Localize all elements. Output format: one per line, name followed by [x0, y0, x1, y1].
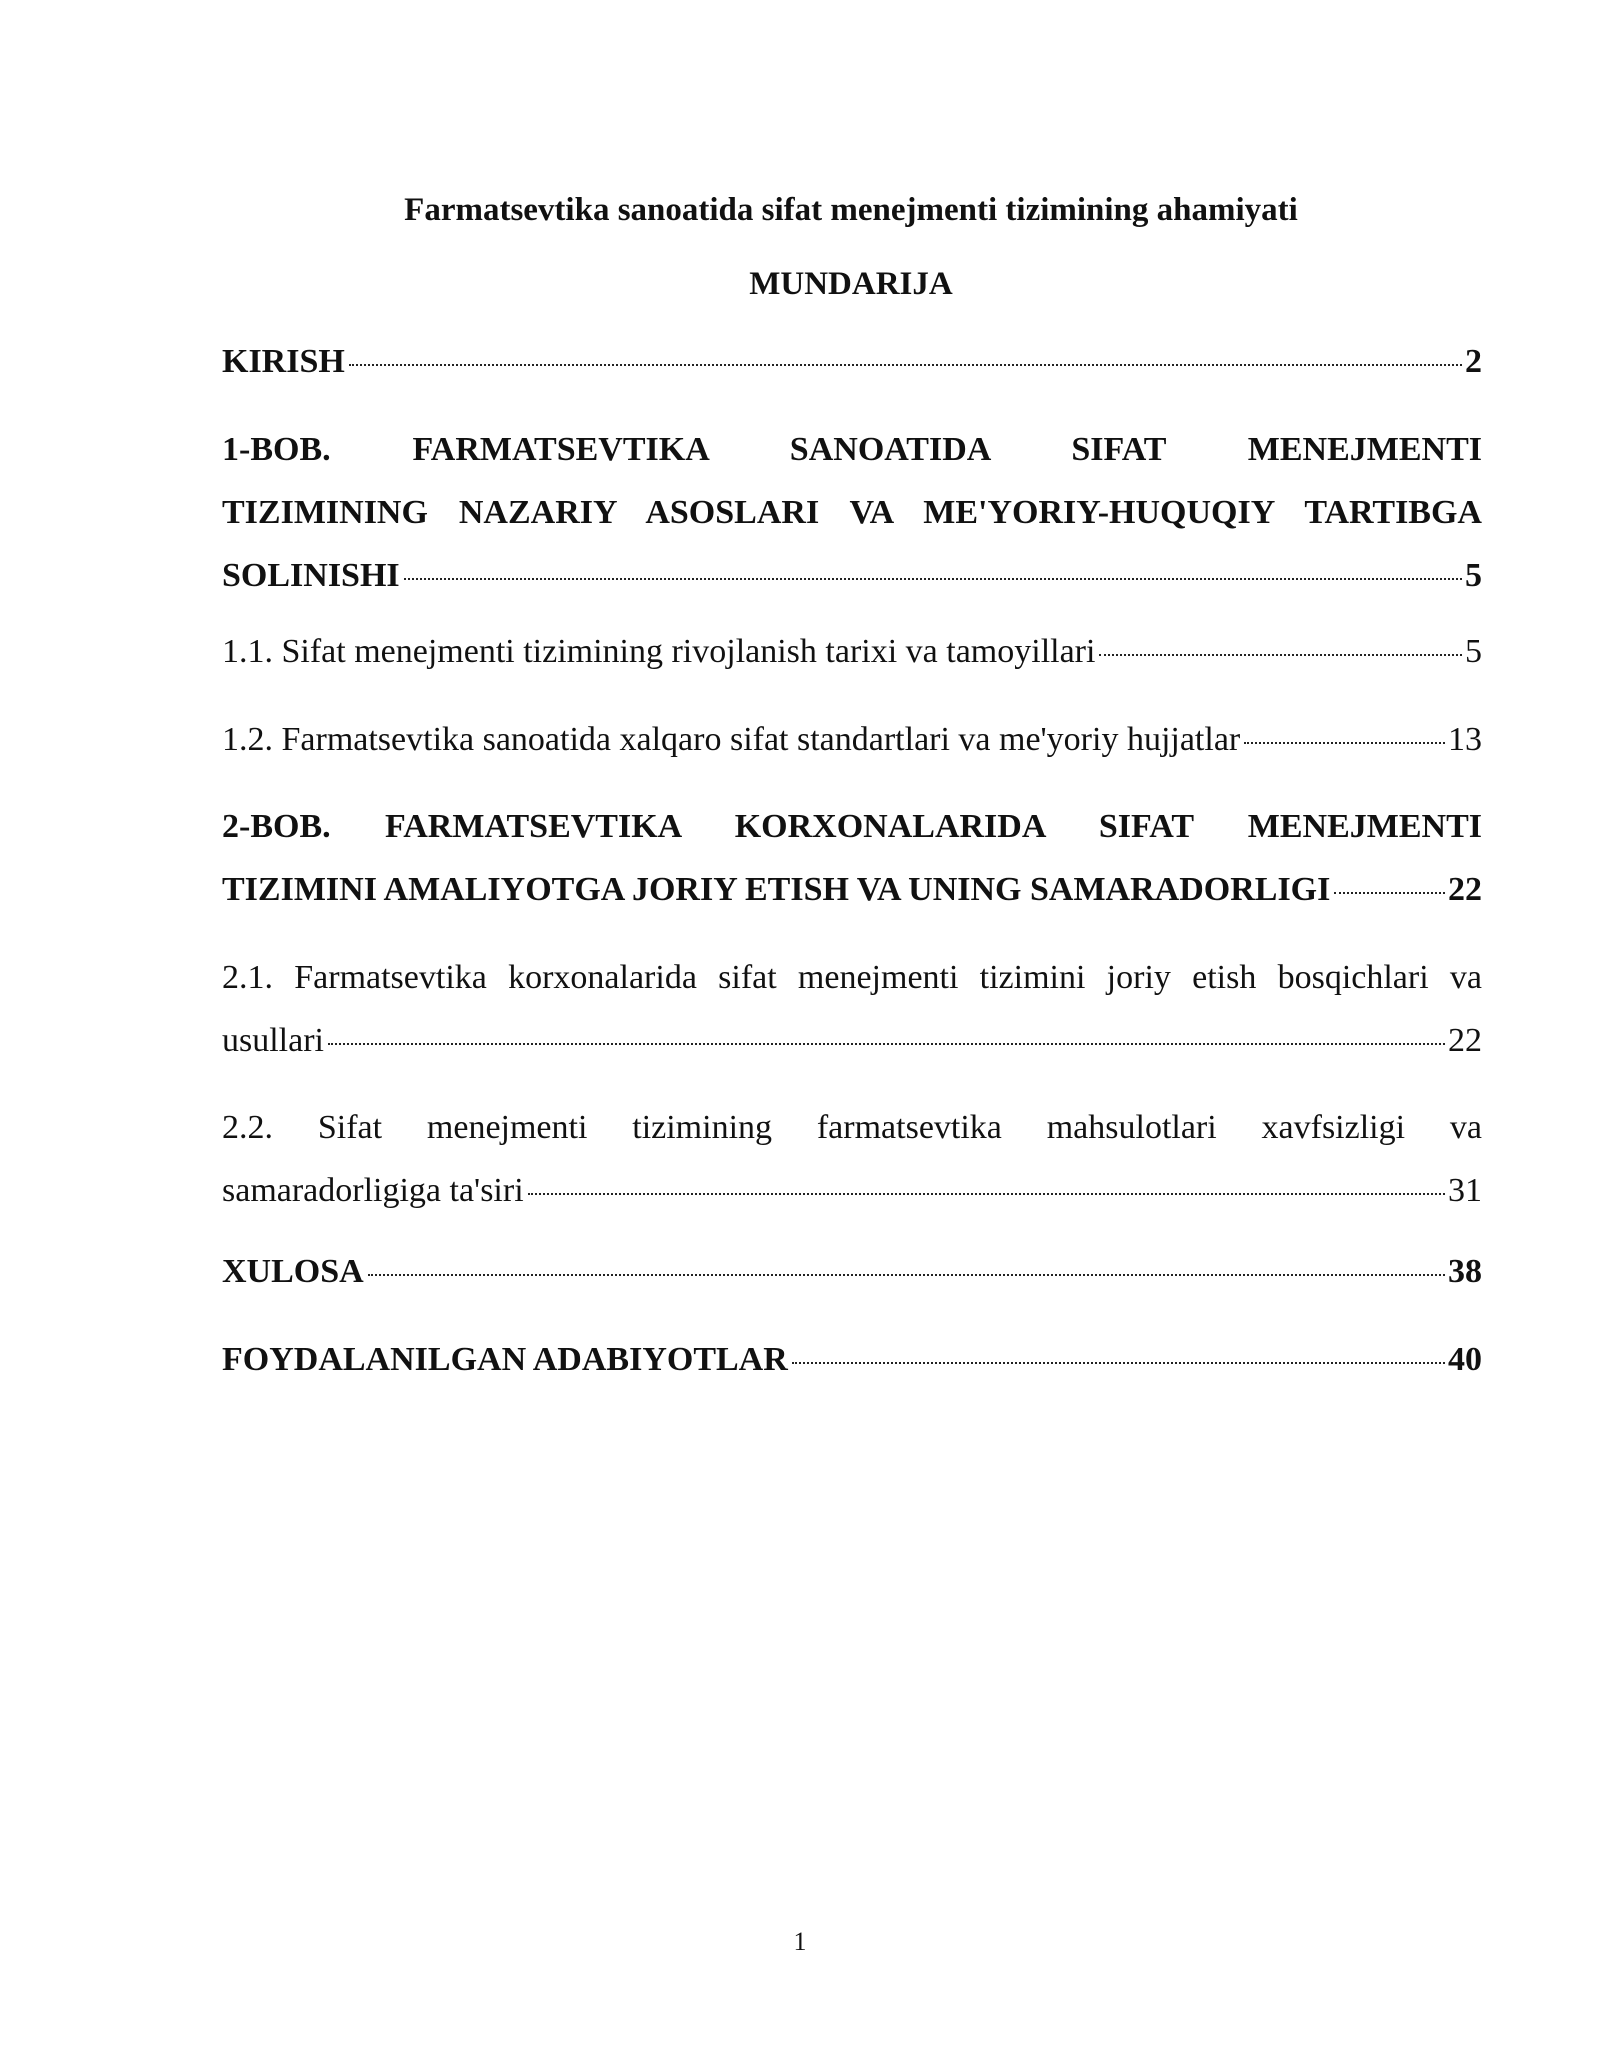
dotted-leader	[349, 364, 1462, 366]
toc-entry-page-number: 5	[1465, 557, 1482, 594]
toc-entry-page-number: 38	[1448, 1253, 1482, 1290]
toc-entry-last-line	[222, 620, 1482, 683]
toc-entry-last-line	[222, 708, 1482, 771]
toc-entry-page-number: 2	[1465, 343, 1482, 380]
toc-entry-title: 1.1. Sifat menejmenti tizimining rivojlanish tarixi va tamoyillari	[222, 633, 1096, 670]
toc-entry[interactable]	[222, 708, 1482, 771]
dotted-leader	[1244, 742, 1445, 744]
toc-entry[interactable]	[222, 1240, 1482, 1303]
toc-entry-title: SOLINISHI	[222, 557, 400, 594]
toc-entry-page-number: 22	[1448, 871, 1482, 908]
toc-entry-page-number: 13	[1448, 721, 1482, 758]
toc-entry-last-line	[222, 1240, 1482, 1303]
dotted-leader	[404, 578, 1462, 580]
toc-entry[interactable]	[222, 1096, 1482, 1222]
toc-entry-title: FOYDALANILGAN ADABIYOTLAR	[222, 1341, 788, 1378]
document-title: Farmatsevtika sanoatida sifat menejmenti tizimining ahamiyati	[404, 192, 1298, 228]
toc-entry-page-number: 5	[1465, 633, 1482, 670]
toc-entry-page-number: 31	[1448, 1172, 1482, 1209]
toc-entry-line: TIZIMINING NAZARIY ASOSLARI VA ME'YORIY-HUQUQIY TARTIBGA	[222, 494, 1482, 531]
toc-entry[interactable]	[222, 418, 1482, 607]
toc-entry-title: usullari	[222, 1022, 324, 1059]
toc-entry-line: 1-BOB. FARMATSEVTIKA SANOATIDA SIFAT MENEJMENTI	[222, 431, 1482, 468]
toc-entry[interactable]	[222, 1328, 1482, 1391]
toc-heading: MUNDARIJA	[749, 266, 953, 302]
page-number: 1	[793, 1927, 807, 1956]
dotted-leader	[1099, 654, 1462, 656]
dotted-leader	[528, 1193, 1445, 1195]
toc-entry-line: 2.2. Sifat menejmenti tizimining farmatsevtika mahsulotlari xavfsizligi va	[222, 1109, 1482, 1146]
toc-entry-page-number: 40	[1448, 1341, 1482, 1378]
toc-entry-title: 1.2. Farmatsevtika sanoatida xalqaro sifat standartlari va me'yoriy hujjatlar	[222, 721, 1241, 758]
toc-entry[interactable]	[222, 330, 1482, 393]
toc-entry[interactable]	[222, 795, 1482, 921]
toc-entry-page-number: 22	[1448, 1022, 1482, 1059]
toc-entry-title: TIZIMINI AMALIYOTGA JORIY ETISH VA UNING SAMARADORLIGI	[222, 871, 1331, 908]
toc-entry-line: 2.1. Farmatsevtika korxonalarida sifat menejmenti tizimini joriy etish bosqichlari va	[222, 959, 1482, 996]
dotted-leader	[792, 1362, 1445, 1364]
dotted-leader	[328, 1043, 1445, 1045]
toc-entry-last-line	[222, 858, 1482, 921]
toc-entry[interactable]	[222, 946, 1482, 1072]
toc-entry-last-line	[222, 1159, 1482, 1222]
toc-entry-last-line	[222, 330, 1482, 393]
toc-entry[interactable]	[222, 620, 1482, 683]
toc-entry-title: XULOSA	[222, 1253, 364, 1290]
toc-entry-title: samaradorligiga ta'siri	[222, 1172, 524, 1209]
dotted-leader	[368, 1274, 1445, 1276]
toc-entry-last-line	[222, 1328, 1482, 1391]
toc-entry-last-line	[222, 544, 1482, 607]
toc-entry-line: 2-BOB. FARMATSEVTIKA KORXONALARIDA SIFAT MENEJMENTI	[222, 808, 1482, 845]
toc-entry-title: KIRISH	[222, 343, 345, 380]
toc-entry-last-line	[222, 1009, 1482, 1072]
dotted-leader	[1334, 892, 1445, 894]
